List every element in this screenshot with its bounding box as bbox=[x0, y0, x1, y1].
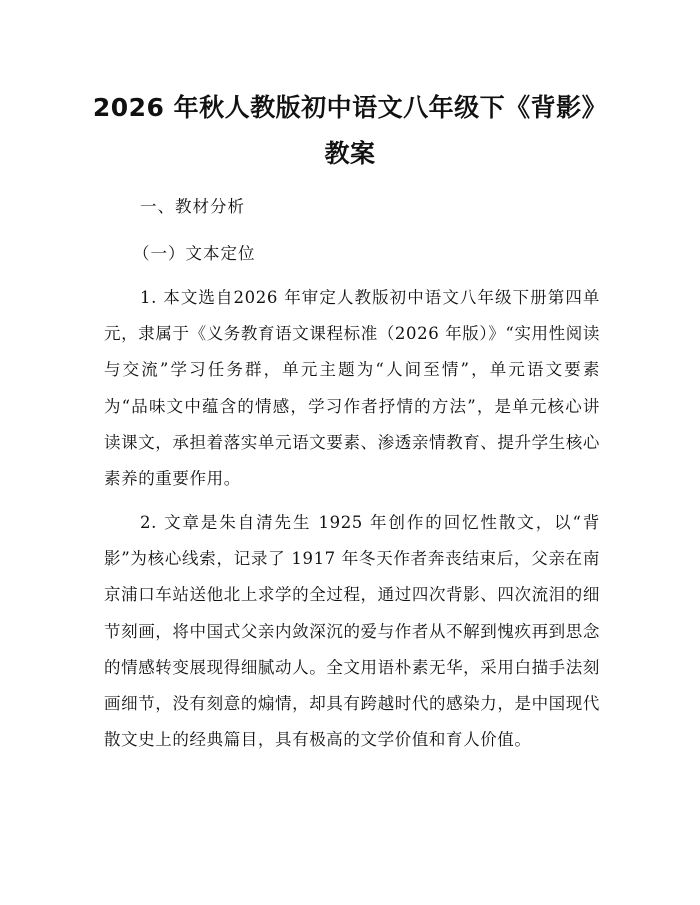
document-title-continued: 教案 bbox=[324, 139, 376, 168]
section-heading-textbook-analysis: 一、教材分析 bbox=[140, 197, 245, 216]
paragraph-2: 2. 文章是朱自清先生 1925 年创作的回忆性散文，以“背影”为核心线索，记录了 1917 年冬天作者奔丧结束后，父亲在南京浦口车站送他北上求学的全过程，通过四次背影、四次流泪的细节刻画，将中国式父亲内敛深沉的爱与作者从不解到愧疚再到思念的情感转变展现得细腻动人。全文用语朴素无华，采用白描手法刻画细节，没有刻意的煽情，却具有跨越时代的感染力，是中国现代散文史上的经典篇目，具有极高的文学价值和育人价值。 bbox=[104, 513, 600, 750]
paragraph-1: 1. 本文选自2026 年审定人教版初中语文八年级下册第四单元，隶属于《义务教育语文课程标准（2026 年版）》“实用性阅读与交流”学习任务群，单元主题为“人间至情”，单元语文要素为“品味文中蕴含的情感，学习作者抒情的方法”，是单元核心讲读课文，承担着落实单元语文要素、渗透亲情教育、提升学生核心素养的重要作用。 bbox=[104, 288, 600, 489]
subsection-heading-text-positioning: （一）文本定位 bbox=[133, 244, 256, 263]
document-title: 2026 年秋人教版初中语文八年级下《背影》 bbox=[92, 93, 608, 122]
